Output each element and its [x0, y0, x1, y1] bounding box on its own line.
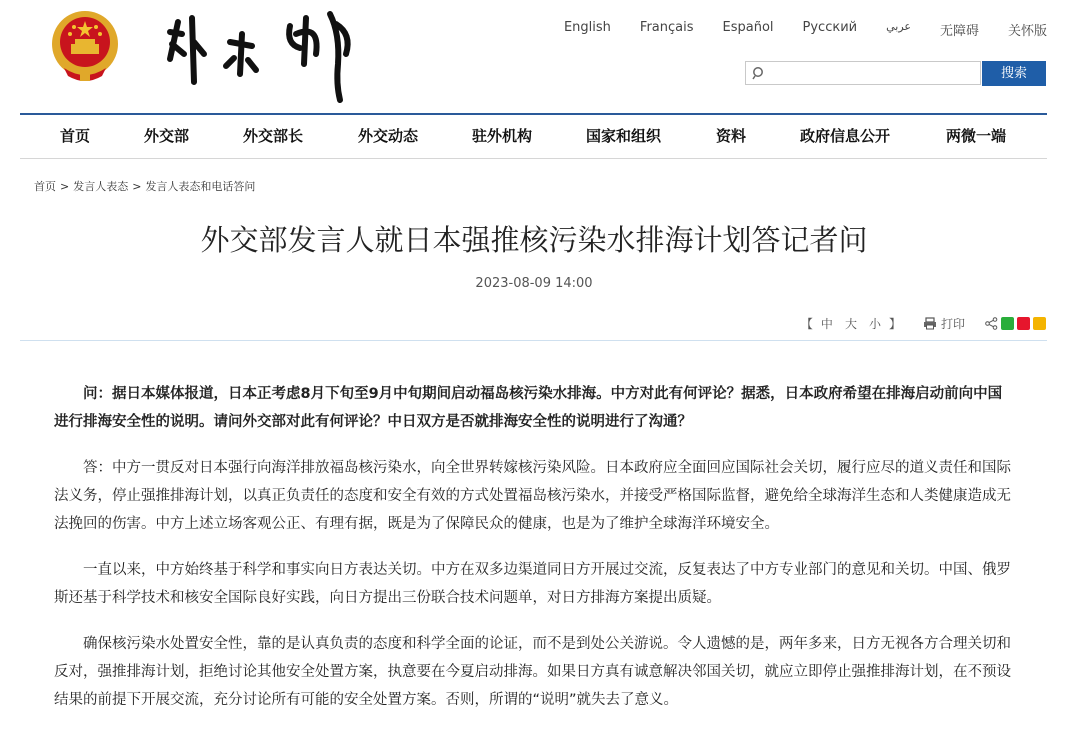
article-paragraph: 确保核污染水处置安全性，靠的是认真负责的态度和科学全面的论证，而不是到处公关游说。令人遗憾的是，两年多来，日方无视各方合理关切和反对，强推排海计划，拒绝讨论其他安全处置方案，执意要在今夏启动排海。如果日方真有诚意解决邻国关切，就应立即停止强推排海计划，在不预设结果的前提下开展交流，充分讨论所有可能的安全处置方案。否则，所谓的“说明”就失去了意义。	[54, 636, 1011, 708]
nav-ministry[interactable]: 外交部	[144, 127, 190, 145]
lang-french[interactable]: Français	[639, 20, 694, 35]
font-bracket-close: 】	[888, 316, 901, 331]
breadcrumb-separator: >	[60, 180, 70, 193]
lang-spanish[interactable]: Español	[722, 20, 774, 35]
article-body	[54, 380, 1016, 732]
article-tools	[799, 314, 1046, 332]
nav-resources[interactable]: 资料	[716, 127, 747, 145]
breadcrumb	[34, 178, 255, 194]
article-title: 外交部发言人就日本强推核污染水排海计划答记者问	[200, 223, 868, 257]
search-box	[745, 61, 981, 85]
accessibility-link[interactable]: 无障碍	[939, 24, 979, 39]
nav-countries-orgs[interactable]: 国家和组织	[586, 127, 662, 145]
font-size-large[interactable]: 大	[844, 316, 857, 331]
answer-paragraph: 答：中方一贯反对日本强行向海洋排放福岛核污染水，向全世界转嫁核污染风险。日本政府应全面回应国际社会关切，履行应尽的道义责任和国际法义务，停止强推排海计划，以真正负责任的态度和安全有效的方式处置福岛核污染水，并接受严格国际监督，避免给全球海洋生态和人类健康造成无法挽回的伤害。中方上述立场客观公正、有理有据，既是为了保障民众的健康，也是为了维护全球海洋环境安全。	[54, 460, 1011, 532]
article-date: 2023-08-09 14:00	[475, 276, 593, 291]
breadcrumb-separator: >	[132, 180, 142, 193]
national-emblem-logo	[50, 8, 120, 84]
article-divider	[20, 340, 1047, 341]
breadcrumb-home[interactable]: 首页	[34, 180, 56, 193]
print-button[interactable]	[923, 315, 965, 332]
nav-social-media[interactable]: 两微一端	[946, 127, 1007, 145]
nav-divider	[20, 158, 1047, 159]
language-links	[535, 20, 1047, 39]
font-size-selector	[799, 315, 903, 332]
share-group	[985, 317, 1046, 330]
search-icon	[752, 66, 766, 80]
share-icon[interactable]	[985, 317, 998, 330]
nav-home[interactable]: 首页	[60, 127, 91, 145]
lang-english[interactable]: English	[563, 20, 611, 35]
breadcrumb-spokesperson[interactable]: 发言人表态	[73, 180, 129, 193]
lang-arabic[interactable]: عربي	[886, 20, 911, 33]
nav-minister[interactable]: 外交部长	[243, 127, 304, 145]
breadcrumb-current[interactable]: 发言人表态和电话答问	[145, 180, 256, 193]
qzone-icon[interactable]	[1033, 317, 1046, 330]
search-button[interactable]: 搜索	[982, 61, 1046, 86]
nav-missions-abroad[interactable]: 驻外机构	[472, 127, 533, 145]
question-paragraph: 问：据日本媒体报道，日本正考虑8月下旬至9月中旬期间启动福岛核污染水排海。中方对此有何评论？据悉，日本政府希望在排海启动前向中国进行排海安全性的说明。请问外交部对此有何评论？中日双方是否就排海安全性的说明进行了沟通？	[54, 386, 1003, 430]
nav-diplomatic-news[interactable]: 外交动态	[358, 127, 419, 145]
lang-russian[interactable]: Русский	[802, 20, 858, 35]
header-divider	[20, 113, 1047, 115]
weibo-icon[interactable]	[1017, 317, 1030, 330]
printer-icon	[923, 317, 937, 330]
search-input[interactable]	[770, 64, 974, 84]
nav-gov-info[interactable]: 政府信息公开	[800, 127, 891, 145]
print-label: 打印	[940, 316, 965, 331]
font-bracket-open: 【	[800, 316, 813, 331]
wechat-icon[interactable]	[1001, 317, 1014, 330]
elder-care-link[interactable]: 关怀版	[1007, 24, 1047, 39]
font-size-medium[interactable]: 中	[820, 316, 833, 331]
font-size-small[interactable]: 小	[868, 316, 881, 331]
main-nav	[20, 116, 1047, 158]
ministry-calligraphy-logo	[160, 4, 360, 104]
article-paragraph: 一直以来，中方始终基于科学和事实向日方表达关切。中方在双多边渠道同日方开展过交流，反复表达了中方专业部门的意见和关切。中国、俄罗斯还基于科学技术和核安全国际良好实践，向日方提出三份联合技术问题单，对日方排海方案提出质疑。	[54, 562, 1011, 606]
